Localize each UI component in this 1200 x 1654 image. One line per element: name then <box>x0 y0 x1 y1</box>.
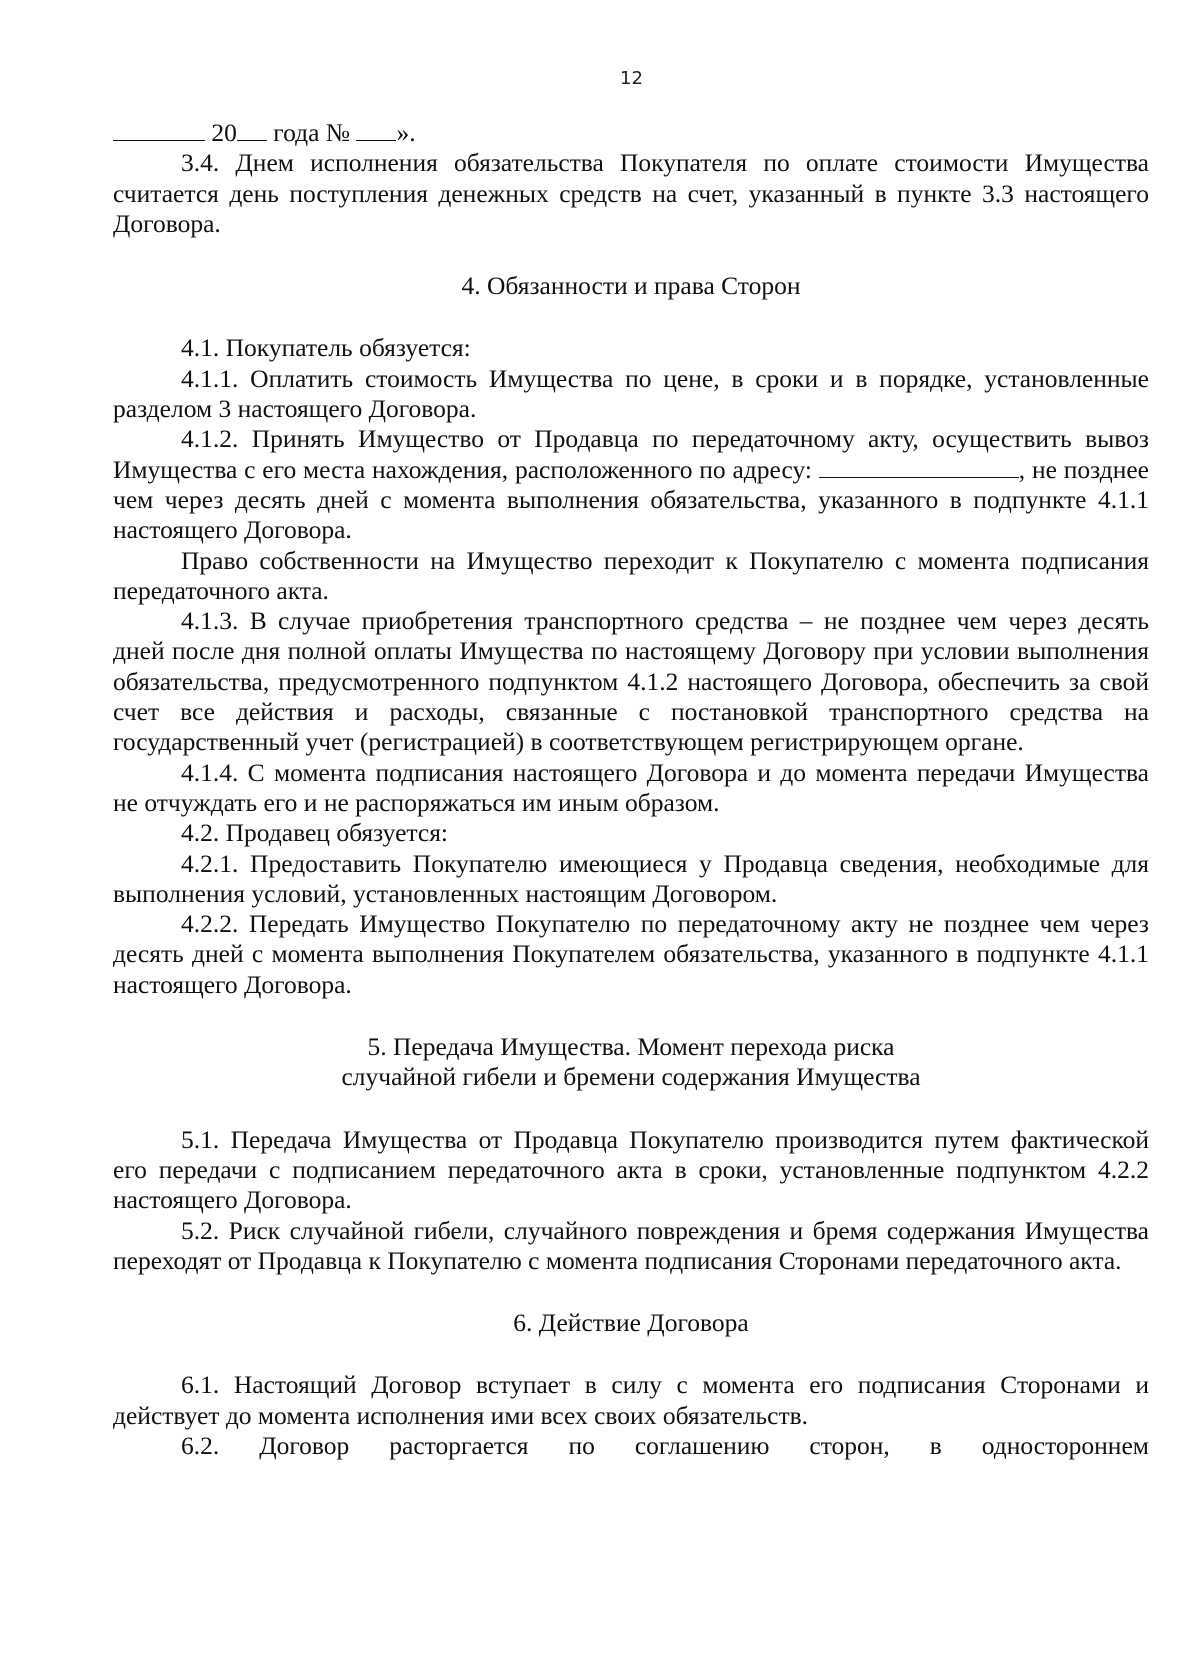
blank-day-month <box>113 120 205 141</box>
paragraph-4-1-3: 4.1.3. В случае приобретения транспортного средства – не позднее чем через десять дней после дня полной оплаты Имущества по настоящему Договору при условии выполнения обязательства, предусмотренного подпунктом 4.1.2 настоящего Договора, обеспечить за свой счет все действия и расходы, связанные с постановкой транспортного средства на государственный учет (регистрацией) в соответствующем регистрирующем органе. <box>113 606 1149 757</box>
page-number: 12 <box>620 68 643 89</box>
word: расторгается <box>389 1430 529 1460</box>
paragraph-4-2-2: 4.2.2. Передать Имущество Покупателю по передаточному акту не позднее чем через десять дней с момента выполнения Покупателем обязательства, указанного в подпункте 4.1.1 настоящего Договора. <box>113 909 1149 999</box>
word: 6.2. <box>181 1430 220 1460</box>
blank-number <box>356 120 396 141</box>
blank-year <box>237 120 267 141</box>
closing-quote: ». <box>396 118 416 147</box>
year-prefix: 20 <box>211 118 237 147</box>
paragraph-ownership: Право собственности на Имущество переходит к Покупателю с момента подписания передаточного акта. <box>113 545 1149 605</box>
paragraph-5-1: 5.1. Передача Имущества от Продавца Покупателю производится путем фактической его передачи с подписанием передаточного акта в сроки, установленные подпунктом 4.2.2 настоящего Договора. <box>113 1124 1149 1215</box>
blank-address <box>819 457 1019 478</box>
section-heading-6: 6. Действие Договора <box>513 1308 749 1338</box>
paragraph-3-3-tail <box>113 118 1149 148</box>
paragraph-4-1-2-end: , не позднее чем через десять дней с момента выполнения обязательства, указанного в подпункте 4.1.1 настоящего Договора. <box>113 454 1150 545</box>
word: по <box>568 1430 595 1460</box>
word: Договор <box>259 1430 350 1460</box>
word: в <box>929 1430 942 1460</box>
paragraph-3-4: 3.4. Днем исполнения обязательства Покупателя по оплате стоимости Имущества считается день поступления денежных средств на счет, указанный в пункте 3.3 настоящего Договора. <box>113 148 1149 238</box>
paragraph-4-1-1: 4.1.1. Оплатить стоимость Имущества по цене, в сроки и в порядке, установленные разделом 3 настоящего Договора. <box>113 363 1149 424</box>
paragraph-4-2-1: 4.2.1. Предоставить Покупателю имеющиеся у Продавца сведения, необходимые для выполнения условий, установленных настоящим Договором. <box>113 848 1149 908</box>
paragraph-5-2: 5.2. Риск случайной гибели, случайного повреждения и бремя содержания Имущества переходят от Продавца к Покупателю с момента подписания Сторонами передаточного акта. <box>113 1215 1149 1275</box>
paragraph-4-1-4: 4.1.4. С момента подписания настоящего Договора и до момента передачи Имущества не отчуждать его и не распоряжаться им иным образом. <box>113 757 1149 817</box>
paragraph-6-1: 6.1. Настоящий Договор вступает в силу с момента его подписания Сторонами и действует до момента исполнения ими всех своих обязательств. <box>113 1370 1149 1430</box>
section-heading-5-line-1: 5. Передача Имущества. Момент перехода риска <box>367 1032 895 1062</box>
paragraph-4-1-2 <box>113 424 1149 545</box>
section-heading-5-line-2: случайной гибели и бремени содержания Имущества <box>341 1062 921 1092</box>
word: сторон, <box>809 1430 890 1460</box>
paragraph-4-2: 4.2. Продавец обязуется: <box>181 818 449 848</box>
document-body <box>113 118 1149 1461</box>
section-heading-5 <box>113 1032 1149 1093</box>
word: соглашению <box>634 1430 770 1460</box>
paragraph-6-2 <box>113 1431 1149 1461</box>
paragraph-4-1-2-start: 4.1.2. Принять Имущество от Продавца по передаточному акту, осуществить вывоз Имущества с его места нахождения, расположенного по адресу: <box>113 424 1149 484</box>
paragraph-4-1: 4.1. Покупатель обязуется: <box>181 333 471 363</box>
section-heading-4: 4. Обязанности и права Сторон <box>461 271 801 301</box>
word: одностороннем <box>981 1430 1149 1460</box>
year-number-label: года № <box>273 118 351 147</box>
